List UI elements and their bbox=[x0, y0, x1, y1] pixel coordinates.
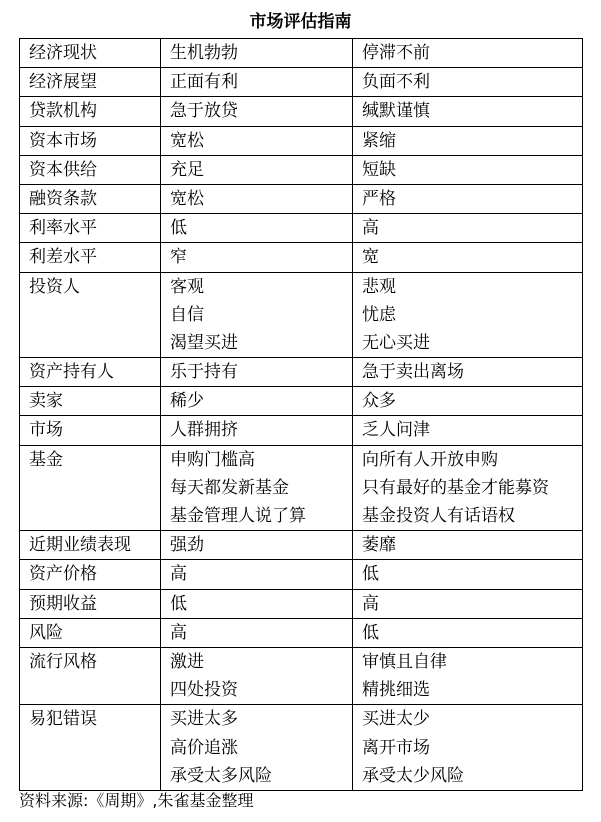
booming-cell bbox=[161, 531, 353, 560]
table-row bbox=[20, 184, 583, 213]
header-text: 生机勃勃 bbox=[170, 43, 238, 63]
row-label: 投资人 bbox=[29, 276, 80, 297]
booming-cell bbox=[161, 416, 353, 445]
booming-item: 充足 bbox=[170, 159, 204, 180]
booming-cell bbox=[161, 358, 353, 387]
row-label-cell bbox=[20, 705, 161, 791]
row-label: 卖家 bbox=[29, 391, 63, 412]
table-row bbox=[20, 416, 583, 445]
stagnant-item: 向所有人开放申购 bbox=[362, 449, 498, 470]
row-label-cell bbox=[20, 387, 161, 416]
stagnant-item: 无心买进 bbox=[362, 332, 430, 353]
row-label: 资本供给 bbox=[29, 159, 97, 180]
booming-item: 每天都发新基金 bbox=[170, 477, 289, 498]
booming-cell bbox=[161, 68, 353, 97]
table-row bbox=[20, 358, 583, 387]
stagnant-item: 承受太少风险 bbox=[362, 765, 464, 786]
row-label-cell bbox=[20, 589, 161, 618]
row-label: 利差水平 bbox=[29, 247, 97, 268]
booming-item: 申购门槛高 bbox=[170, 449, 255, 470]
row-label: 资产持有人 bbox=[29, 362, 114, 383]
row-label-cell bbox=[20, 618, 161, 647]
row-label-cell bbox=[20, 155, 161, 184]
stagnant-item: 紧缩 bbox=[362, 130, 396, 151]
row-label-cell bbox=[20, 445, 161, 531]
row-label: 近期业绩表现 bbox=[29, 535, 131, 556]
stagnant-cell bbox=[353, 560, 583, 589]
stagnant-item: 离开市场 bbox=[362, 737, 430, 758]
row-label: 资本市场 bbox=[29, 130, 97, 151]
stagnant-item: 低 bbox=[362, 564, 379, 585]
stagnant-item: 悲观 bbox=[362, 276, 396, 297]
booming-cell bbox=[161, 184, 353, 213]
stagnant-item: 低 bbox=[362, 622, 379, 643]
stagnant-cell bbox=[353, 589, 583, 618]
booming-cell bbox=[161, 647, 353, 704]
stagnant-item: 宽 bbox=[362, 247, 379, 268]
stagnant-cell bbox=[353, 243, 583, 272]
table-row bbox=[20, 126, 583, 155]
row-label-cell bbox=[20, 272, 161, 358]
booming-cell bbox=[161, 126, 353, 155]
stagnant-item: 高 bbox=[362, 593, 379, 614]
stagnant-cell bbox=[353, 97, 583, 126]
booming-cell bbox=[161, 445, 353, 531]
table-row bbox=[20, 589, 583, 618]
booming-item: 强劲 bbox=[170, 535, 204, 556]
table-row bbox=[20, 531, 583, 560]
booming-item: 渴望买进 bbox=[170, 332, 238, 353]
booming-cell bbox=[161, 387, 353, 416]
booming-cell bbox=[161, 272, 353, 358]
booming-item: 正面有利 bbox=[170, 72, 238, 93]
stagnant-cell bbox=[353, 705, 583, 791]
row-label: 风险 bbox=[29, 622, 63, 643]
row-label-cell bbox=[20, 126, 161, 155]
booming-item: 自信 bbox=[170, 304, 204, 325]
booming-item: 承受太多风险 bbox=[170, 765, 272, 786]
stagnant-item: 负面不利 bbox=[362, 72, 430, 93]
booming-item: 高价追涨 bbox=[170, 737, 238, 758]
stagnant-item: 众多 bbox=[362, 391, 396, 412]
table-row bbox=[20, 705, 583, 791]
booming-item: 四处投资 bbox=[170, 680, 238, 701]
stagnant-item: 买进太少 bbox=[362, 709, 430, 730]
table-row bbox=[20, 647, 583, 704]
row-label: 市场 bbox=[29, 420, 63, 441]
source-note: 资料来源:《周期》,朱雀基金整理 bbox=[19, 791, 254, 810]
row-label: 流行风格 bbox=[29, 651, 97, 672]
booming-cell bbox=[161, 705, 353, 791]
stagnant-item: 急于卖出离场 bbox=[362, 362, 464, 383]
booming-item: 高 bbox=[170, 622, 187, 643]
booming-cell bbox=[161, 155, 353, 184]
row-label-cell bbox=[20, 243, 161, 272]
table-row bbox=[20, 445, 583, 531]
table-row bbox=[20, 155, 583, 184]
booming-item: 急于放贷 bbox=[170, 101, 238, 122]
stagnant-item: 短缺 bbox=[362, 159, 396, 180]
stagnant-item: 只有最好的基金才能募资 bbox=[362, 477, 549, 498]
booming-cell bbox=[161, 560, 353, 589]
row-label-cell bbox=[20, 358, 161, 387]
booming-cell bbox=[161, 589, 353, 618]
row-label-cell bbox=[20, 68, 161, 97]
row-label: 易犯错误 bbox=[29, 709, 97, 730]
row-label: 经济展望 bbox=[29, 72, 97, 93]
stagnant-cell bbox=[353, 387, 583, 416]
booming-cell bbox=[161, 243, 353, 272]
stagnant-item: 乏人问津 bbox=[362, 420, 430, 441]
booming-item: 客观 bbox=[170, 276, 204, 297]
row-label-cell bbox=[20, 647, 161, 704]
table-row bbox=[20, 214, 583, 243]
stagnant-cell bbox=[353, 155, 583, 184]
booming-item: 宽松 bbox=[170, 130, 204, 151]
row-label: 基金 bbox=[29, 449, 63, 470]
stagnant-item: 严格 bbox=[362, 188, 396, 209]
stagnant-item: 审慎且自律 bbox=[362, 651, 447, 672]
stagnant-cell bbox=[353, 358, 583, 387]
stagnant-item: 缄默谨慎 bbox=[362, 101, 430, 122]
stagnant-cell bbox=[353, 531, 583, 560]
row-label: 资产价格 bbox=[29, 564, 97, 585]
header-text: 经济现状 bbox=[29, 43, 97, 63]
booming-item: 宽松 bbox=[170, 188, 204, 209]
booming-item: 乐于持有 bbox=[170, 362, 238, 383]
stagnant-cell bbox=[353, 126, 583, 155]
stagnant-cell bbox=[353, 184, 583, 213]
row-label: 贷款机构 bbox=[29, 101, 97, 122]
row-label-cell bbox=[20, 560, 161, 589]
booming-item: 低 bbox=[170, 593, 187, 614]
booming-cell bbox=[161, 618, 353, 647]
table-row bbox=[20, 387, 583, 416]
booming-item: 买进太多 bbox=[170, 709, 238, 730]
table-row bbox=[20, 243, 583, 272]
row-label: 融资条款 bbox=[29, 188, 97, 209]
booming-item: 低 bbox=[170, 218, 187, 239]
market-assessment-table bbox=[19, 38, 583, 791]
booming-item: 高 bbox=[170, 564, 187, 585]
row-label: 预期收益 bbox=[29, 593, 97, 614]
booming-item: 稀少 bbox=[170, 391, 204, 412]
stagnant-cell bbox=[353, 618, 583, 647]
stagnant-cell bbox=[353, 68, 583, 97]
booming-item: 基金管理人说了算 bbox=[170, 506, 306, 526]
booming-item: 人群拥挤 bbox=[170, 420, 238, 441]
header-cell-condition bbox=[20, 39, 161, 68]
booming-cell bbox=[161, 97, 353, 126]
header-cell-stagnant bbox=[353, 39, 583, 68]
stagnant-cell bbox=[353, 647, 583, 704]
table-row bbox=[20, 68, 583, 97]
stagnant-cell bbox=[353, 416, 583, 445]
stagnant-item: 高 bbox=[362, 218, 379, 239]
page-title: 市场评估指南 bbox=[249, 12, 352, 32]
table-body bbox=[20, 39, 583, 791]
row-label: 利率水平 bbox=[29, 218, 97, 239]
row-label-cell bbox=[20, 214, 161, 243]
stagnant-item: 精挑细选 bbox=[362, 680, 430, 701]
row-label-cell bbox=[20, 531, 161, 560]
row-label-cell bbox=[20, 97, 161, 126]
stagnant-item: 基金投资人有话语权 bbox=[362, 506, 515, 526]
table-row bbox=[20, 272, 583, 358]
stagnant-item: 忧虑 bbox=[362, 304, 396, 325]
table-header-row bbox=[20, 39, 583, 68]
table-row bbox=[20, 560, 583, 589]
table-row bbox=[20, 618, 583, 647]
stagnant-cell bbox=[353, 445, 583, 531]
booming-item: 窄 bbox=[170, 247, 187, 268]
stagnant-cell bbox=[353, 272, 583, 358]
row-label-cell bbox=[20, 416, 161, 445]
header-cell-booming bbox=[161, 39, 353, 68]
booming-item: 激进 bbox=[170, 651, 204, 672]
stagnant-item: 萎靡 bbox=[362, 535, 396, 556]
header-text: 停滞不前 bbox=[362, 43, 430, 63]
booming-cell bbox=[161, 214, 353, 243]
row-label-cell bbox=[20, 184, 161, 213]
stagnant-cell bbox=[353, 214, 583, 243]
table-row bbox=[20, 97, 583, 126]
